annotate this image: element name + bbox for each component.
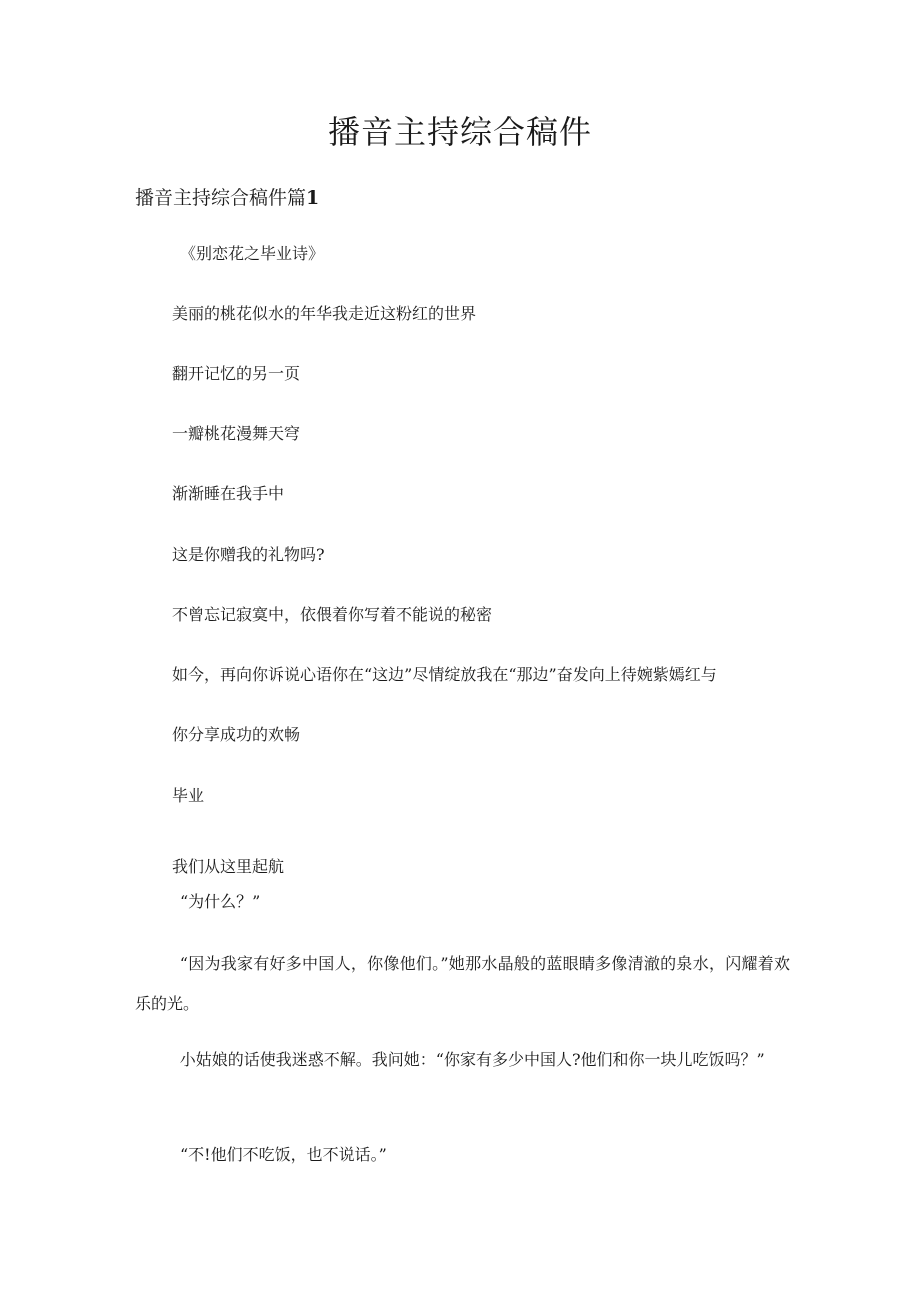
section-heading (135, 184, 319, 212)
poem-line: 翻开记忆的另一页 (172, 364, 301, 383)
poem-line: 渐渐睡在我手中 (172, 484, 285, 503)
poem-title: 《别恋花之毕业诗》 (180, 244, 325, 263)
section-number: 1 (306, 187, 320, 209)
dialogue-paragraph: 小姑娘的话使我迷惑不解。我问她：“你家有多少中国人?他们和你一块儿吃饭吗？” (179, 1050, 765, 1069)
poem-line: 不曾忘记寂寞中，依偎着你写着不能说的秘密 (172, 605, 493, 624)
poem-line: 如今，再向你诉说心语你在“这边”尽情绽放我在“那边”奋发向上待婉紫嫣红与 (172, 665, 717, 684)
dialogue-paragraph: “为什么？” (180, 892, 261, 911)
document-title: 播音主持综合稿件 (327, 113, 592, 151)
poem-line: 一瓣桃花漫舞天穹 (172, 424, 301, 443)
poem-line: 这是你赠我的礼物吗? (172, 545, 325, 564)
poem-line: 毕业 (172, 786, 205, 805)
section-heading-text: 播音主持综合稿件篇 (135, 187, 307, 209)
dialogue-paragraph: “不!他们不吃饭，也不说话。” (180, 1145, 387, 1164)
poem-line: 我们从这里起航 (172, 857, 285, 876)
dialogue-paragraph: “因为我家有好多中国人，你像他们。”她那水晶般的蓝眼睛多像清澈的泉水，闪耀着欢乐的光。 (135, 954, 790, 1013)
poem-line: 美丽的桃花似水的年华我走近这粉红的世界 (172, 304, 477, 323)
poem-line: 你分享成功的欢畅 (172, 725, 301, 744)
